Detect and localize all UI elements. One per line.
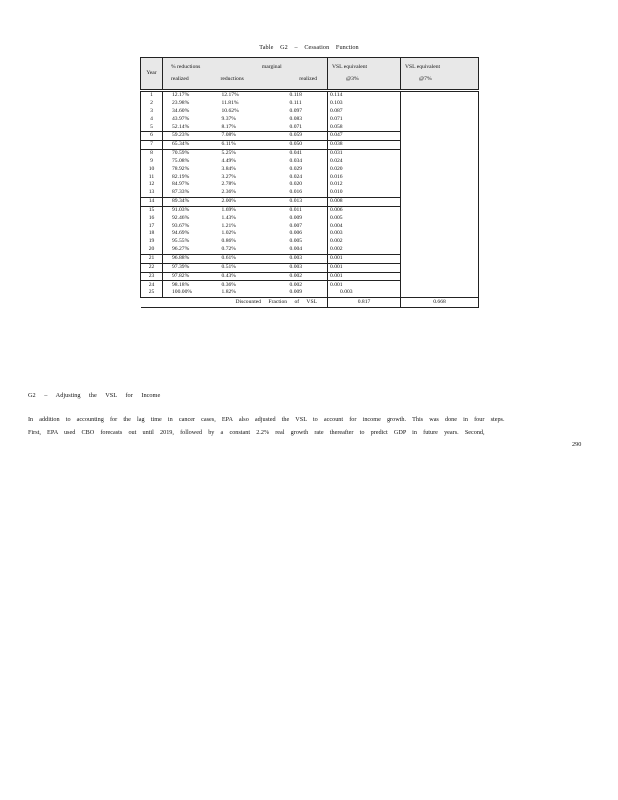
cell-realized: 0.003	[266, 254, 328, 263]
cell-pct: 87.33%	[172, 189, 190, 196]
cell-vsl3: 0.020	[330, 165, 343, 172]
cell-marginal: 10.62%	[221, 107, 239, 114]
cell-marginal: 6.11%	[217, 141, 266, 150]
cell-marginal: 0.51%	[217, 263, 266, 272]
cell-pct: 78.92%	[172, 165, 190, 172]
cell-marginal: 1.21%	[221, 222, 236, 229]
cell-realized: 0.024	[266, 173, 328, 181]
cell-vsl3: 0.047	[328, 132, 401, 141]
cell-year: 18	[141, 230, 163, 238]
paragraph-line-1: In addition to accounting for the lag time in cancer cases, EPA also adjusted the VSL to account for income growth. This was done in four steps.	[28, 416, 505, 423]
cell-vsl3: 0.031	[328, 149, 401, 157]
table-caption: Table G2 – Cessation Function	[259, 44, 359, 51]
cell-year: 8	[141, 149, 163, 157]
cell-pct: 91.03%	[163, 206, 217, 214]
cell-vsl3: 0.006	[328, 206, 401, 214]
cell-year: 6	[141, 132, 163, 141]
cell-pct: 94.69%	[172, 230, 190, 237]
cell-vsl3: 0.012	[330, 181, 343, 188]
discounted-vsl7: 0.668	[401, 298, 479, 308]
cell-realized: 0.011	[266, 206, 328, 214]
cell-year: 20	[141, 246, 163, 254]
cell-pct: 23.98%	[172, 99, 190, 106]
cell-marginal: 7.08%	[217, 132, 266, 141]
cell-marginal: 2.78%	[221, 181, 236, 188]
cell-vsl3: 0.001	[328, 272, 401, 281]
cell-marginal: 5.25%	[217, 149, 266, 157]
cell-marginal: 9.37%	[221, 115, 236, 122]
cell-pct: 97.82%	[163, 272, 217, 281]
cell-marginal: 0.36%	[217, 281, 266, 289]
cell-pct: 84.97%	[172, 181, 190, 188]
header-pct-line2: realized	[171, 75, 189, 82]
cell-year: 4	[141, 116, 163, 124]
header-marginal-reductions: reductions	[220, 75, 244, 82]
header-vsl3	[328, 58, 401, 90]
cell-year: 17	[141, 223, 163, 231]
cell-marginal: 12.17%	[217, 92, 266, 100]
cell-vsl3: 0.004	[330, 222, 343, 229]
cell-pct: 95.55%	[172, 238, 190, 245]
cell-realized: 0.002	[266, 272, 328, 281]
cell-realized: 0.071	[266, 123, 328, 131]
cell-year: 9	[141, 158, 163, 166]
cell-pct: 59.23%	[163, 132, 217, 141]
cell-realized: 0.009	[266, 289, 328, 297]
cell-year: 16	[141, 215, 163, 223]
cell-marginal: 0.86%	[221, 238, 236, 245]
cell-vsl3: 0.010	[330, 189, 343, 196]
cell-realized: 0.016	[266, 189, 328, 197]
cell-year: 10	[141, 166, 163, 174]
cell-year: 3	[141, 108, 163, 116]
cell-year: 15	[141, 206, 163, 214]
cell-marginal: 1.69%	[217, 206, 266, 214]
cell-marginal: 1.82%	[221, 289, 236, 296]
cell-vsl7-blank	[401, 92, 479, 298]
cell-vsl3: 0.002	[330, 246, 343, 253]
header-marginal	[217, 58, 328, 90]
cell-year: 23	[141, 272, 163, 281]
paragraph-line-2: First, EPA used CBO forecasts out until 2019, followed by a constant 2.2% real growth rate thereafter to predict GDP in future years. Second,	[28, 429, 485, 436]
cell-pct: 96.27%	[172, 246, 190, 253]
table-row	[141, 92, 479, 100]
cell-vsl3: 0.071	[330, 115, 343, 122]
cell-realized: 0.004	[266, 246, 328, 254]
cell-year: 5	[141, 123, 163, 131]
cell-realized: 0.034	[266, 158, 328, 166]
cell-year: 21	[141, 254, 163, 263]
cell-vsl3: 0.002	[330, 238, 343, 245]
discounted-vsl3: 0.817	[328, 298, 401, 308]
cell-year: 22	[141, 263, 163, 272]
cell-pct: 96.88%	[163, 254, 217, 263]
cell-year: 19	[141, 238, 163, 246]
cell-year: 24	[141, 281, 163, 289]
header-vsl7	[401, 58, 479, 90]
header-pct-line1: % reductions	[171, 63, 201, 70]
cell-pct: 75.08%	[172, 157, 190, 164]
table-header-row	[141, 58, 479, 90]
cell-realized: 0.029	[266, 166, 328, 174]
cell-vsl3: 0.005	[330, 214, 343, 221]
cell-vsl3: 0.114	[328, 92, 401, 100]
cell-year: 2	[141, 100, 163, 108]
cell-realized: 0.059	[266, 132, 328, 141]
cell-realized: 0.041	[266, 149, 328, 157]
cell-realized: 0.002	[266, 281, 328, 289]
discounted-label: Discounted Fraction of VSL	[141, 298, 328, 308]
cell-year: 13	[141, 189, 163, 197]
cell-marginal: 0.61%	[217, 254, 266, 263]
cell-pct: 92.46%	[172, 214, 190, 221]
cell-pct: 70.59%	[163, 149, 217, 157]
cell-realized: 0.118	[266, 92, 328, 100]
cell-realized: 0.006	[266, 230, 328, 238]
cell-realized: 0.050	[266, 141, 328, 150]
cell-vsl3: 0.024	[330, 157, 343, 164]
cell-vsl3: 0.103	[330, 99, 343, 106]
cell-year: 1	[141, 92, 163, 100]
cell-vsl3: 0.008	[328, 197, 401, 206]
cell-realized: 0.013	[266, 197, 328, 206]
cell-pct: 89.34%	[163, 197, 217, 206]
header-vsl7-line1: VSL equivalent	[405, 63, 441, 70]
cell-vsl3: 0.001	[328, 263, 401, 272]
cell-marginal: 1.43%	[221, 214, 236, 221]
cell-marginal: 0.72%	[221, 246, 236, 253]
cell-marginal: 4.49%	[221, 157, 236, 164]
cell-marginal: 8.17%	[221, 123, 236, 130]
cell-pct: 52.14%	[172, 123, 190, 130]
cell-pct: 93.67%	[172, 222, 190, 229]
cell-vsl3: 0.038	[328, 141, 401, 150]
cell-year: 25	[141, 289, 163, 297]
cell-vsl3: 0.003	[330, 230, 343, 237]
cell-marginal: 3.27%	[221, 173, 236, 180]
cell-pct: 100.00%	[172, 289, 193, 296]
cell-marginal: 0.43%	[217, 272, 266, 281]
cell-realized: 0.009	[266, 215, 328, 223]
cell-vsl3: 0.001	[328, 254, 401, 263]
header-marginal-realized: realized	[299, 75, 317, 82]
discounted-row	[141, 298, 479, 308]
cell-vsl3: 0.003	[340, 289, 353, 296]
cell-pct: 43.97%	[172, 115, 190, 122]
cell-year: 7	[141, 141, 163, 150]
cell-pct: 12.17%	[163, 92, 217, 100]
cell-year: 12	[141, 181, 163, 189]
header-vsl7-line2: @7%	[419, 75, 432, 82]
cell-vsl3: 0.058	[330, 123, 343, 130]
header-year: Year	[141, 58, 163, 90]
cell-vsl3: 0.016	[330, 173, 343, 180]
cell-realized: 0.111	[266, 100, 328, 108]
cell-marginal: 2.00%	[217, 197, 266, 206]
cell-marginal: 2.36%	[221, 189, 236, 196]
cessation-table	[140, 57, 479, 308]
cell-realized: 0.083	[266, 116, 328, 124]
cell-realized: 0.097	[266, 108, 328, 116]
cell-marginal: 3.84%	[221, 165, 236, 172]
header-marginal-line1: marginal	[261, 63, 282, 70]
header-vsl3-line1: VSL equivalent	[332, 63, 368, 70]
cell-pct: 65.34%	[163, 141, 217, 150]
cell-marginal: 11.81%	[221, 99, 239, 106]
cell-realized: 0.003	[266, 263, 328, 272]
cell-realized: 0.007	[266, 223, 328, 231]
cell-realized: 0.020	[266, 181, 328, 189]
cell-vsl3: 0.001	[328, 281, 401, 289]
cell-marginal: 1.02%	[221, 230, 236, 237]
page-number: 290	[572, 441, 582, 448]
cell-year: 11	[141, 173, 163, 181]
header-vsl3-line2: @3%	[346, 75, 359, 82]
cell-realized: 0.005	[266, 238, 328, 246]
cell-pct: 82.19%	[172, 173, 190, 180]
cell-pct: 34.60%	[172, 107, 190, 114]
header-pct-reductions	[163, 58, 217, 90]
cell-vsl3: 0.087	[330, 107, 343, 114]
cell-pct: 98.18%	[163, 281, 217, 289]
cell-year: 14	[141, 197, 163, 206]
section-heading: G2 – Adjusting the VSL for Income	[28, 392, 161, 399]
cell-pct: 97.39%	[163, 263, 217, 272]
